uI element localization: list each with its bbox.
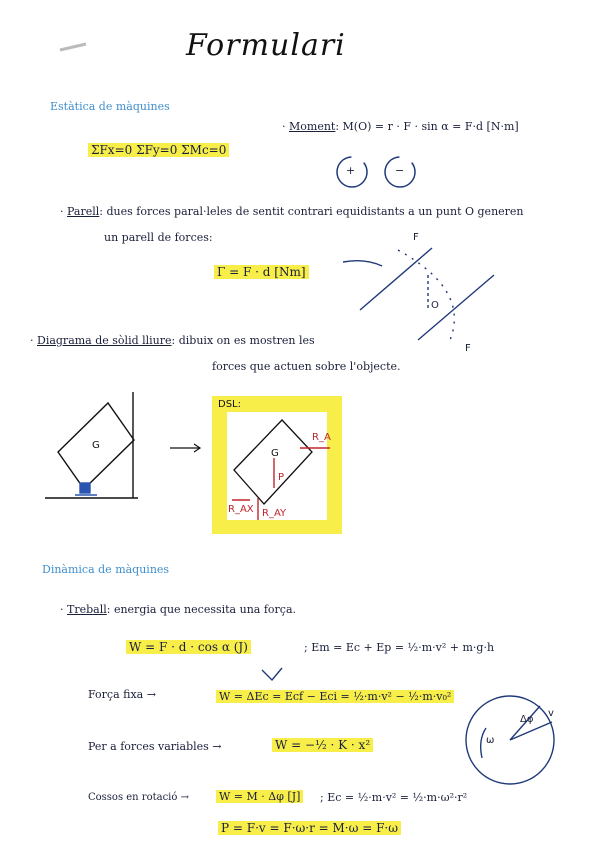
energy-formula: ; Em = Ec + Ep = ½·m·v² + m·g·h — [304, 641, 495, 654]
cossos-formula1: W = M · Δφ [J] — [216, 790, 303, 803]
parell-formula-wrap — [214, 265, 309, 279]
block-label-box: G — [271, 448, 279, 459]
minus-sign: − — [395, 164, 405, 177]
arrow-icon — [170, 444, 200, 452]
pencil-mark — [60, 44, 86, 50]
treball-label: Treball — [67, 603, 107, 616]
cossos-formula3: P = F·v = F·ω·r = M·ω = F·ω — [218, 821, 401, 835]
force-label-bottom: F — [465, 343, 471, 354]
point-label: O — [431, 300, 439, 311]
section-dynamics: Dinàmica de màquines — [42, 563, 170, 576]
forces-variables-formula-wrap — [272, 738, 373, 752]
force-ray: R_AY — [262, 508, 287, 519]
rotation-circle-diagram — [466, 696, 554, 784]
block-label: G — [92, 440, 100, 451]
treball-line: · Treball: energia que necessita una força. — [60, 603, 297, 616]
dsl-label: Diagrama de sòlid lliure — [37, 334, 172, 347]
parell-text2: un parell de forces: — [104, 231, 213, 244]
cossos-rotacio-label: Cossos en rotació → — [88, 792, 189, 803]
treball-formula-wrap — [126, 640, 251, 654]
treball-text: : energia que necessita una força. — [106, 603, 297, 616]
omega-label: ω — [486, 735, 495, 746]
moment-label: Moment — [289, 120, 336, 133]
arrow-down-icon — [262, 668, 282, 680]
treball-formula: W = F · d · cos α (J) — [126, 640, 251, 654]
cossos-formula2: ; Ec = ½·m·v² = ½·m·ω²·r² — [320, 791, 468, 804]
dsl-text2: forces que actuen sobre l'objecte. — [212, 360, 401, 373]
section-statics: Estàtica de màquines — [50, 100, 170, 113]
parell-text1: : dues forces paral·leles de sentit contrari equidistants a un punt O generen — [99, 205, 524, 218]
force-rax: R_AX — [228, 504, 254, 515]
forca-fixa-formula-wrap — [216, 690, 454, 703]
equilibrium-equations — [88, 143, 229, 157]
dsl-line1: · Diagrama de sòlid lliure: dibuix on es mostren les — [30, 334, 315, 347]
parell-label: Parell — [67, 205, 100, 218]
moment-formula: : M(O) = r · F · sin α = F·d [N·m] — [335, 120, 519, 133]
couple-diagram — [343, 248, 494, 340]
force-label-top: F — [413, 232, 419, 243]
parell-line1: · Parell: dues forces paral·leles de sentit contrari equidistants a un punt O generen — [60, 205, 524, 218]
forca-fixa-label: Força fixa → — [88, 688, 156, 701]
forces-variables-label: Per a forces variables → — [88, 740, 222, 753]
force-ra: R_A — [312, 432, 331, 443]
dsl-box-title: DSL: — [218, 399, 241, 410]
page-title: Formulari — [186, 28, 346, 63]
parell-formula: Γ = F · d [Nm] — [214, 265, 309, 279]
force-p: P — [278, 472, 285, 483]
equilibrium-text: ΣFx=0 ΣFy=0 ΣMc=0 — [88, 143, 229, 157]
forces-variables-formula: W = −½ · K · x² — [272, 738, 373, 752]
angle-label: Δφ — [520, 714, 534, 725]
velocity-label: v — [548, 708, 554, 719]
dsl-text1: : dibuix on es mostren les — [171, 334, 315, 347]
plus-sign: + — [346, 164, 356, 177]
forca-fixa-formula: W = ΔEc = Ecf − Eci = ½·m·v² − ½·m·v₀² — [216, 690, 454, 703]
moment-line: · Moment: M(O) = r · F · sin α = F·d [N·m] — [282, 120, 519, 133]
cossos-formula1-wrap — [216, 790, 303, 803]
cossos-formula3-wrap — [218, 821, 401, 835]
